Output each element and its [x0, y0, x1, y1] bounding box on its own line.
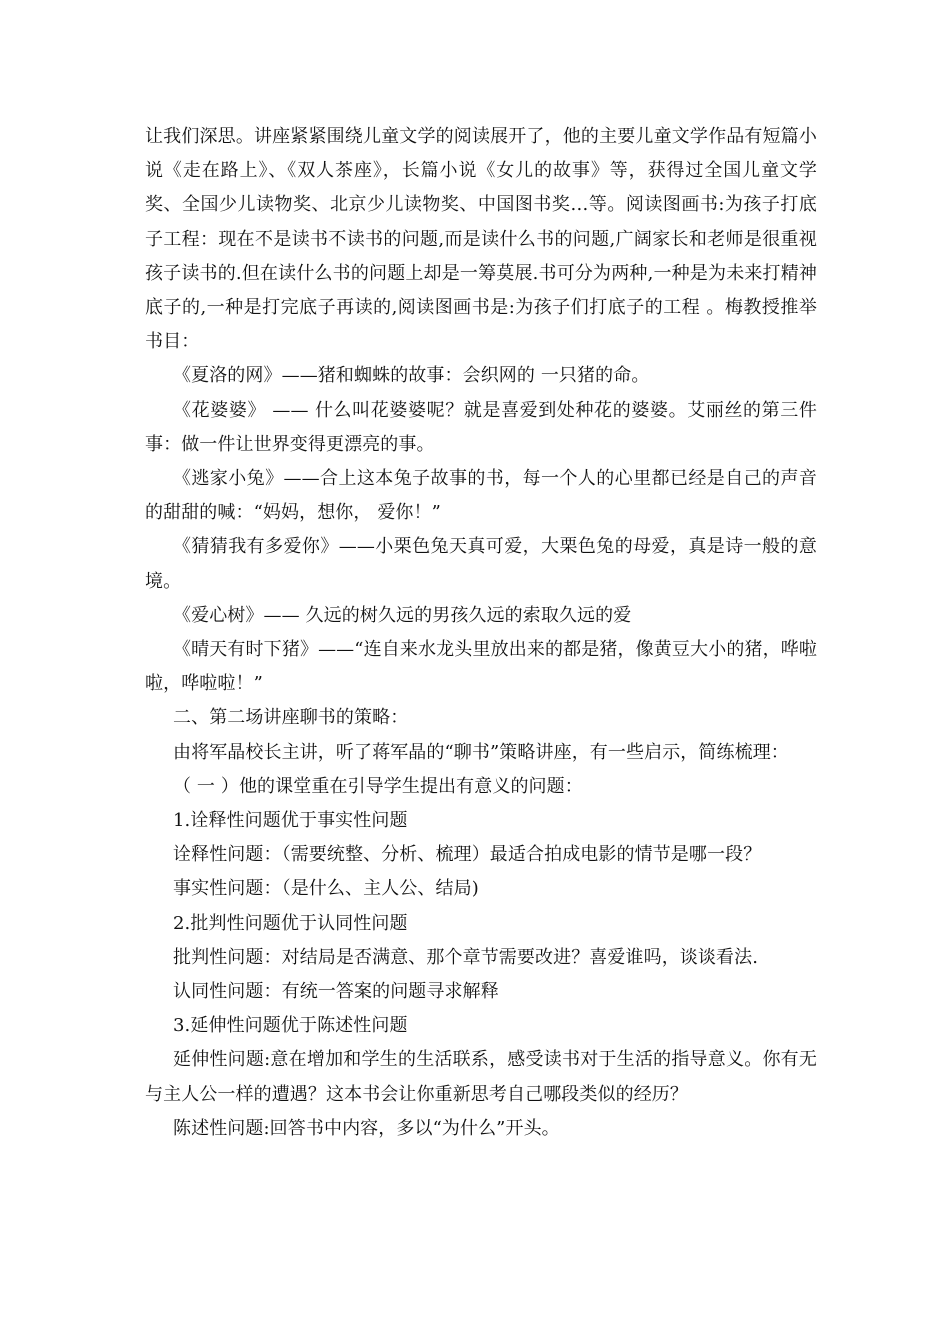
paragraph-factual-question: 事实性问题：（是什么、主人公、结局)	[173, 878, 479, 900]
paragraph-book-runaway-bunny: 《逃家小兔》——合上这本兔子故事的书，每一个人的心里都已经是自己的声音的甜甜的喊：“妈妈，想你， 爱你！”	[145, 468, 817, 524]
list-item-interpretive-over-factual: 1.诠释性问题优于事实性问题	[173, 810, 408, 832]
list-item-critical-over-agreement: 2.批判性问题优于认同性问题	[173, 912, 408, 934]
paragraph-extended-question: 延伸性问题:意在增加和学生的生活联系，感受读书对于生活的指导意义。你有无与主人公一样的遭遇？这本书会让你重新思考自己哪段类似的经历？	[145, 1049, 817, 1105]
paragraph-lecture-summary: 由将军晶校长主讲，听了蒋军晶的“聊书”策略讲座，有一些启示，简练梳理：	[173, 741, 789, 763]
document-body	[145, 120, 817, 1146]
section-heading-second-lecture: 二、第二场讲座聊书的策略：	[173, 707, 409, 729]
paragraph-book-giving-tree: 《爱心树》—— 久远的树久远的男孩久远的索取久远的爱	[173, 604, 632, 626]
paragraph-interpretive-question: 诠释性问题：（需要统整、分析、梳理）最适合拍成电影的情节是哪一段？	[173, 844, 762, 866]
paragraph-descriptive-question: 陈述性问题:回答书中内容，多以“为什么”开头。	[173, 1117, 560, 1139]
list-item-extended-over-descriptive: 3.延伸性问题优于陈述性问题	[173, 1015, 408, 1037]
paragraph-book-charlotte: 《夏洛的网》——猪和蜘蛛的故事：会织网的 一只猪的命。	[173, 365, 650, 387]
subheading-meaningful-questions: （ 一 ）他的课堂重在引导学生提出有意义的问题：	[173, 775, 583, 797]
paragraph-intro: 让我们深思。讲座紧紧围绕儿童文学的阅读展开了，他的主要儿童文学作品有短篇小说《走在路上》、《双人茶座》，长篇小说《女儿的故事》等，获得过全国儿童文学奖、全国少儿读物奖、北京少儿读物奖、中国图书奖…等。阅读图画书:为孩子打底子工程：现在不是读书不读书的问题,而是读什么书的问题,广阔家长和老师是很重视孩子读书的.但在读什么书的问题上却是一筹莫展.书可分为两种,一种是为未来打精神底子的,一种是打完底子再读的,阅读图画书是:为孩子们打底子的工程 。梅教授推举书目：	[145, 126, 817, 353]
paragraph-book-pigs-weather: 《晴天有时下猪》——“连自来水龙头里放出来的都是猪，像黄豆大小的猪，哗啦啦，哗啦啦！”	[145, 639, 817, 695]
paragraph-book-miss-rumphius: 《花婆婆》 —— 什么叫花婆婆呢？就是喜爱到处种花的婆婆。艾丽丝的第三件事：做一件让世界变得更漂亮的事。	[145, 399, 817, 455]
paragraph-book-guess-how-much: 《猜猜我有多爱你》——小栗色兔天真可爱，大栗色兔的母爱，真是诗一般的意境。	[145, 536, 817, 592]
paragraph-agreement-question: 认同性问题：有统一答案的问题寻求解释	[173, 981, 499, 1003]
paragraph-critical-question: 批判性问题：对结局是否满意、那个章节需要改进？喜爱谁吗，谈谈看法.	[173, 946, 759, 968]
